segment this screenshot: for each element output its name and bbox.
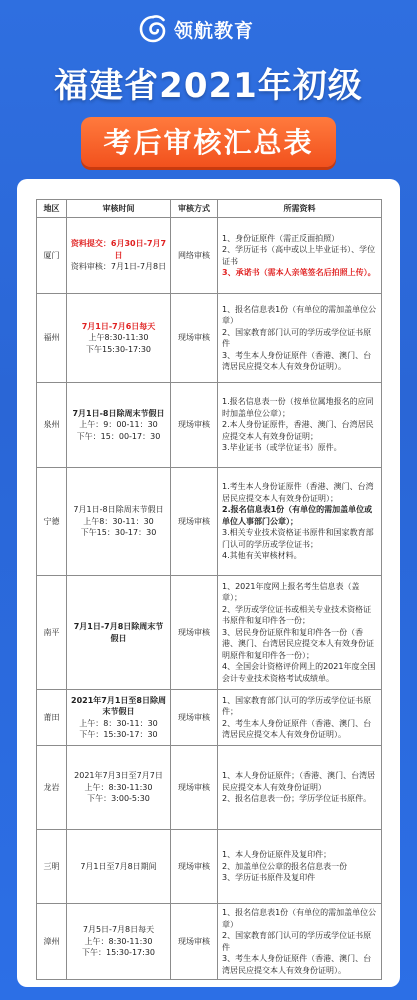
page-title: 福建省2021年初级: [54, 66, 363, 106]
time-line: 上午：8:30-11:30: [84, 936, 153, 946]
material-item: 4、全国会计资格评价网上的2021年度全国会计专业技术资格考试成绩单。: [222, 662, 376, 683]
cell-time: [67, 904, 171, 980]
cell-materials: [218, 383, 382, 468]
time-line: 上午：8:30-11:30: [84, 782, 153, 792]
table-row: [37, 576, 382, 690]
material-item: 3、学历证书原件及复印件: [222, 873, 316, 883]
cell-mode: 现场审核: [171, 294, 218, 383]
cell-time: [67, 383, 171, 468]
cell-materials: [218, 576, 382, 690]
cell-time: [67, 294, 171, 383]
table-header-row: [37, 200, 382, 218]
cell-time: [67, 218, 171, 294]
material-item: 2.报名信息表1份（有单位的需加盖单位或单位人事部门公章）；: [222, 505, 373, 526]
time-line: 上午8：30-11：30: [83, 516, 154, 526]
time-line: 上午8:30-11:30: [88, 333, 149, 343]
time-line: 资料提交：6月30日-7月7日: [70, 239, 167, 260]
material-item: 2.本人身份证原件，香港、澳门、台湾居民应提交本人有效身份证明；: [222, 420, 374, 441]
cell-materials: [218, 294, 382, 383]
col-header-time: 审核时间: [67, 200, 171, 218]
cell-materials: [218, 830, 382, 904]
time-line: 7月5日-7月8日每天: [82, 925, 155, 935]
material-item: 1.报名信息表一份（按单位属地报名的应同时加盖单位公章）；: [222, 397, 374, 418]
time-line: 2021年7月3日至7月7日: [74, 771, 163, 781]
cell-mode: 现场审核: [171, 904, 218, 980]
cell-time: [67, 690, 171, 746]
time-line: 下午15：30-17：30: [80, 528, 157, 538]
page-subtitle-banner: 考后审核汇总表: [81, 117, 335, 167]
cell-region: 厦门: [37, 218, 67, 294]
material-item: 1、身份证原件（需正反面拍照）: [222, 233, 340, 243]
time-line: 7月1日-7月6日每天: [81, 321, 156, 331]
material-item: 4.其他有关审核材料。: [222, 551, 302, 561]
summary-card: [17, 179, 400, 987]
material-item: 3.毕业证书（或学位证书）原件。: [222, 443, 342, 453]
table-row: [37, 218, 382, 294]
col-header-region: 地区: [37, 200, 67, 218]
material-item: 2、国家教育部门认可的学历或学位证书原件: [222, 327, 372, 348]
table-row: [37, 294, 382, 383]
cell-materials: [218, 690, 382, 746]
cell-materials: [218, 746, 382, 830]
time-line: 下午：3:00-5:30: [87, 794, 150, 804]
cell-materials: [218, 468, 382, 576]
material-item: 1、报名信息表1份（有单位的需加盖单位公章）: [222, 908, 377, 929]
time-line: 下午：15:30-17：30: [79, 730, 158, 739]
cell-mode: 现场审核: [171, 690, 218, 746]
time-line: 7月1日-8日除周末节假日: [72, 408, 165, 418]
brand-logo: [138, 14, 254, 44]
cell-region: 三明: [37, 830, 67, 904]
material-item: 1、本人身份证原件及复印件；: [222, 850, 332, 860]
time-line: 7月1日至7月8日期间: [80, 861, 157, 871]
col-header-mode: 审核方式: [171, 200, 218, 218]
cell-region: 漳州: [37, 904, 67, 980]
time-line: 资料审核：7月1日-7月8日: [70, 262, 167, 272]
table-row: [37, 690, 382, 746]
page-header: [0, 0, 417, 170]
cell-time: [67, 746, 171, 830]
material-item: 1、报名信息表1份（有单位的需加盖单位公章）: [222, 304, 377, 325]
material-item: 1、2021年度网上报名考生信息表（盖章）；: [222, 581, 360, 603]
time-line: 7月1日-8日除周末节假日: [73, 505, 164, 515]
brand-name: 领航教育: [174, 19, 255, 42]
cell-mode: 网络审核: [171, 218, 218, 294]
time-line: 2021年7月1日至8日除周末节假日: [71, 695, 166, 716]
material-item: 3.相关专业技术资格证书原件和国家教育部门认可的学历或学位证书；: [222, 528, 374, 549]
material-item: 2、学历或学位证书或相关专业技术资格证书原件和复印件各一份；: [222, 604, 372, 626]
time-line: 7月1日-7月8日除周末节假日: [73, 622, 164, 643]
time-line: 下午：15：00-17：30: [76, 431, 161, 441]
table-row: [37, 904, 382, 980]
cell-mode: 现场审核: [171, 468, 218, 576]
cell-mode: 现场审核: [171, 576, 218, 690]
cell-mode: 现场审核: [171, 746, 218, 830]
cell-region: 莆田: [37, 690, 67, 746]
table-row: [37, 746, 382, 830]
material-item: 3、承诺书（需本人亲笔签名后拍照上传）。: [222, 268, 376, 277]
logo-swirl-icon: [138, 14, 168, 44]
cell-region: 宁德: [37, 468, 67, 576]
material-item: 2、报名信息表一份；学历学位证书原件。: [222, 794, 372, 804]
material-item: 1.考生本人身份证原件（香港、澳门、台湾居民应提交本人有效身份证明）；: [222, 482, 374, 503]
material-item: 3、考生本人身份证原件（香港、澳门、台湾居民应提交本人有效身份证明）。: [222, 954, 372, 975]
cell-materials: [218, 904, 382, 980]
table-row: [37, 383, 382, 468]
cell-region: 南平: [37, 576, 67, 690]
cell-time: [67, 576, 171, 690]
cell-region: 泉州: [37, 383, 67, 468]
table-row: [37, 830, 382, 904]
cell-time: [67, 468, 171, 576]
cell-mode: 现场审核: [171, 830, 218, 904]
table-row: [37, 468, 382, 576]
time-line: 下午：15:30-17:30: [82, 948, 155, 958]
material-item: 2、考生本人身份证原件（香港、澳门、台湾居民应提交本人有效身份证明）。: [222, 718, 372, 739]
time-line: 上午：8：30-11：30: [79, 718, 158, 728]
time-line: 下午15:30-17:30: [86, 344, 151, 354]
cell-mode: 现场审核: [171, 383, 218, 468]
time-line: 上午：9：00-11：30: [79, 420, 158, 430]
material-item: 2、国家教育部门认可的学历或学位证书原件: [222, 931, 372, 952]
material-item: 3、居民身份证原件和复印件各一份（香港、澳门、台湾居民应提交本人有效身份证明原件和复印件各一份）；: [222, 627, 374, 660]
cell-time: [67, 830, 171, 904]
audit-table: [36, 199, 382, 980]
material-item: 1、本人身份证原件；（香港、澳门、台湾居民应提交本人有效身份证明）: [222, 771, 376, 792]
cell-materials: [218, 218, 382, 294]
cell-region: 龙岩: [37, 746, 67, 830]
material-item: 3、考生本人身份证原件（香港、澳门、台湾居民应提交本人有效身份证明）。: [222, 350, 372, 371]
material-item: 2、加盖单位公章的报名信息表一份: [222, 861, 348, 871]
material-item: 1、国家教育部门认可的学历或学位证书原件；: [222, 695, 372, 716]
material-item: 2、学历证书（高中或以上毕业证书）、学位证书: [222, 245, 376, 266]
col-header-materials: 所需资料: [218, 200, 382, 218]
cell-region: 福州: [37, 294, 67, 383]
